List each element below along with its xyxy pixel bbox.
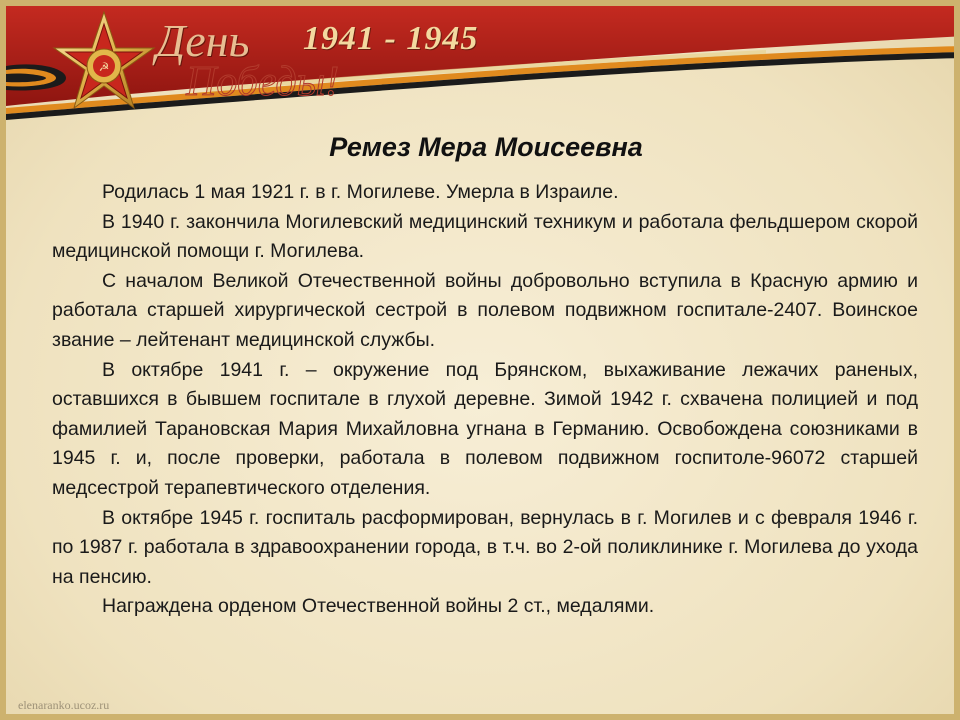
paragraph-education: В 1940 г. закончила Могилевский медицинский техникум и работала фельдшером скорой медицинской помощи г. Могилева.	[52, 210, 918, 263]
page-title: Ремез Мера Моисеевна	[329, 132, 643, 162]
biography-text	[52, 178, 918, 622]
banner-pobedy-text: Победы!	[186, 59, 340, 105]
header-banner	[6, 6, 960, 126]
paragraph-captivity: В октябре 1941 г. – окружение под Брянском, выхаживание лежачих раненых, оставшихся в бывшем госпитале в глухой деревне. Зимой 1942 г. схвачена полицией и под фамилией Тарановская Мария Михайловна угнана в Германию. Освобождена союзниками в 1945 г. и, после проверки, работала в полевом подвижном госпитоле-96072 старшей медсестрой терапевтического отделения.	[52, 358, 918, 499]
paragraph-army: С началом Великой Отечественной войны добровольно вступила в Красную армию и работала старшей хирургической сестрой в полевом подвижном госпитале-2407. Воинское звание – лейтенант медицинской службы.	[52, 269, 918, 351]
paragraph-postwar: В октябре 1945 г. госпиталь расформирован, вернулась в г. Могилев и с февраля 1946 г. по 1987 г. работала в здравоохранении города, в т.ч. во 2-ой поликлинике г. Могилева до ухода на пенсию.	[52, 506, 918, 588]
svg-text:☭: ☭	[98, 60, 110, 74]
banner-years: 1941 - 1945	[303, 20, 479, 57]
paragraph-birth: Родилась 1 мая 1921 г. в г. Могилеве. Умерла в Израиле.	[102, 181, 619, 203]
watermark: elenaranko.ucoz.ru	[18, 698, 110, 712]
paragraph-awards: Награждена орденом Отечественной войны 2 ст., медалями.	[102, 595, 655, 618]
banner-den-text: День	[156, 15, 250, 66]
banner-graphic	[6, 6, 960, 126]
